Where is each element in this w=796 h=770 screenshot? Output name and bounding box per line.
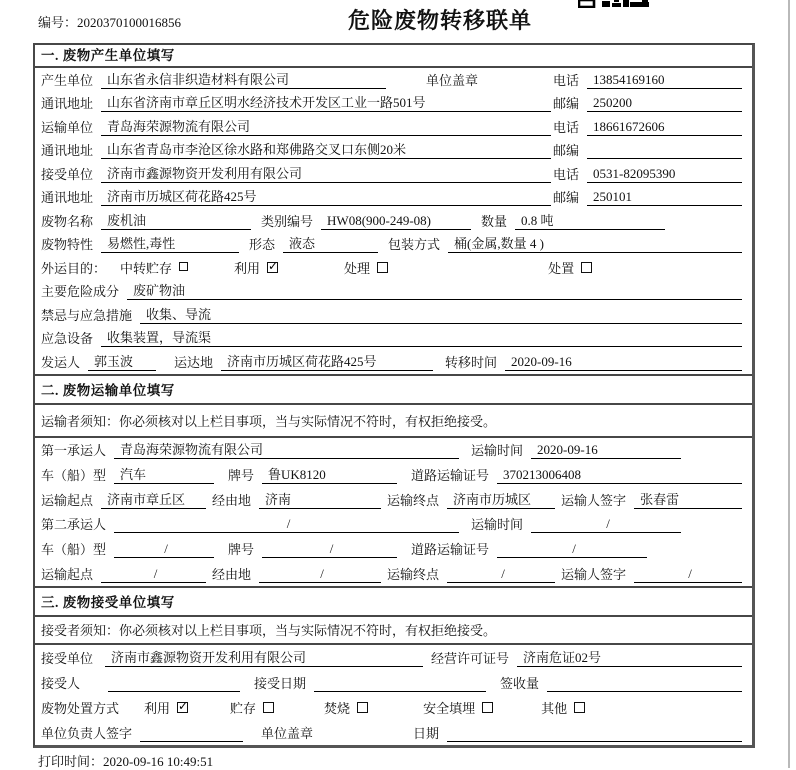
addr3-value: 济南市历城区荷花路425号 bbox=[101, 186, 551, 206]
checkbox-treat bbox=[377, 262, 388, 273]
row-second-carrier bbox=[35, 512, 752, 537]
plate2-label: 牌号 bbox=[228, 541, 255, 557]
purpose-option-utilize-label: 利用 bbox=[234, 260, 261, 276]
transfer-time-value: 2020-09-16 bbox=[505, 354, 742, 371]
taboo-value: 收集、导流 bbox=[140, 304, 742, 324]
sign1-value: 张春雷 bbox=[634, 489, 742, 509]
end1-label: 运输终点 bbox=[387, 492, 440, 508]
page-title: 危险废物转移联单 bbox=[347, 8, 533, 33]
producer-value: 山东省永信非织造材料有限公司 bbox=[101, 69, 386, 89]
row-receiver-address bbox=[35, 186, 752, 210]
receiver-value: 济南市鑫源物资开发利用有限公司 bbox=[101, 163, 551, 183]
row-shipper bbox=[35, 350, 752, 374]
checkbox-transfer-storage bbox=[179, 262, 188, 271]
transporter-value: 青岛海荣源物流有限公司 bbox=[101, 116, 551, 136]
origin2-label: 运输起点 bbox=[41, 566, 94, 582]
checkbox-disposal-landfill bbox=[482, 702, 493, 713]
row-transporter-address bbox=[35, 139, 752, 163]
phone1-label: 电话 bbox=[553, 72, 580, 88]
form-value: 液态 bbox=[283, 233, 378, 253]
row-first-carrier bbox=[35, 438, 752, 463]
hazard-value: 废矿物油 bbox=[127, 280, 742, 300]
unit-seal2-label: 单位盖章 bbox=[261, 725, 314, 741]
page-edge-line bbox=[788, 0, 790, 768]
print-time bbox=[38, 751, 213, 770]
origin1-label: 运输起点 bbox=[41, 492, 94, 508]
date-value bbox=[447, 726, 742, 742]
disposal-option-utilize-label: 利用 bbox=[144, 700, 171, 716]
vehicle2-value: / bbox=[114, 541, 214, 558]
row-emergency-equipment bbox=[35, 327, 752, 351]
license2-value: / bbox=[497, 541, 647, 558]
row-disposal-method bbox=[35, 695, 752, 720]
packing-value: 桶(金属,数量 4 ) bbox=[448, 233, 742, 253]
purpose-option-utilize bbox=[234, 258, 278, 277]
receiver-label: 接受单位 bbox=[41, 166, 94, 182]
carrier2-label: 第二承运人 bbox=[41, 517, 107, 533]
time1-label: 运输时间 bbox=[471, 443, 524, 459]
purpose-option-treat-label: 处理 bbox=[344, 260, 371, 276]
section3-notice bbox=[35, 617, 752, 645]
plate2-value: / bbox=[262, 541, 397, 558]
row-producer-address bbox=[35, 92, 752, 116]
section2-notice-text: 你必须核对以上栏目事项，当与实际情况不符时，有权拒绝接受。 bbox=[119, 413, 497, 429]
row-purpose bbox=[35, 256, 752, 280]
qr-code-fragment bbox=[578, 0, 652, 8]
hazard-label: 主要危险成分 bbox=[41, 284, 120, 299]
row-accept-unit bbox=[35, 645, 752, 670]
checkbox-dispose bbox=[581, 262, 592, 273]
section2-header: 二. 废物运输单位填写 bbox=[35, 374, 752, 405]
packing-label: 包装方式 bbox=[388, 237, 441, 252]
disposal-option-incinerate bbox=[324, 698, 368, 717]
section3-notice-label: 接受者须知： bbox=[41, 623, 120, 639]
disposal-option-store-label: 贮存 bbox=[230, 700, 257, 716]
category-value: HW08(900-249-08) bbox=[321, 213, 471, 230]
traits-label: 废物特性 bbox=[41, 237, 94, 252]
print-time-value: 2020-09-16 10:49:51 bbox=[103, 754, 214, 769]
disposal-option-landfill bbox=[423, 698, 493, 717]
sign2-label: 运输人签字 bbox=[561, 566, 627, 582]
carrier2-value: / bbox=[114, 516, 459, 533]
purpose-option-dispose-label: 处置 bbox=[548, 260, 575, 276]
checkbox-disposal-other bbox=[574, 702, 585, 713]
section3-header: 三. 废物接受单位填写 bbox=[35, 586, 752, 617]
row-taboo-measures bbox=[35, 303, 752, 327]
row-receiver bbox=[35, 162, 752, 186]
time2-label: 运输时间 bbox=[471, 517, 524, 533]
phone2-value: 18661672606 bbox=[587, 119, 742, 136]
addr2-label: 通讯地址 bbox=[41, 143, 94, 158]
phone3-value: 0531-82095390 bbox=[587, 166, 742, 183]
phone1-value: 13854169160 bbox=[587, 72, 742, 89]
shipper-label: 发运人 bbox=[41, 354, 81, 370]
plate1-value: 鲁UK8120 bbox=[262, 464, 397, 484]
taboo-label: 禁忌与应急措施 bbox=[41, 307, 133, 323]
origin1-value: 济南市章丘区 bbox=[101, 489, 206, 509]
purpose-option-transfer-storage-label: 中转贮存 bbox=[120, 260, 173, 276]
phone3-label: 电话 bbox=[553, 166, 580, 182]
disposal-option-other-label: 其他 bbox=[541, 700, 568, 716]
disposal-option-landfill-label: 安全填埋 bbox=[423, 700, 476, 716]
end2-label: 运输终点 bbox=[387, 566, 440, 582]
row-waste-traits bbox=[35, 233, 752, 257]
purpose-label: 外运目的： bbox=[41, 260, 107, 276]
zip1-value: 250200 bbox=[587, 95, 742, 112]
via1-value: 济南 bbox=[259, 489, 381, 509]
print-time-label: 打印时间： bbox=[38, 754, 104, 769]
producer-label: 产生单位 bbox=[41, 72, 94, 88]
received-qty-value bbox=[547, 676, 742, 692]
disposal-option-utilize bbox=[144, 698, 188, 717]
zip2-label: 邮编 bbox=[553, 143, 580, 158]
addr2-value: 山东省青岛市李沧区徐水路和郑佛路交叉口东侧20米 bbox=[101, 139, 551, 159]
row-hazard-components bbox=[35, 280, 752, 304]
acceptor-value bbox=[108, 676, 240, 692]
doc-number bbox=[38, 12, 181, 31]
row-route1 bbox=[35, 487, 752, 512]
permit-value: 济南危证02号 bbox=[517, 647, 742, 667]
vehicle1-value: 汽车 bbox=[114, 464, 214, 484]
accept-date-value bbox=[314, 676, 486, 692]
disposal-option-other bbox=[541, 698, 585, 717]
traits-value: 易燃性,毒性 bbox=[101, 233, 239, 253]
manager-sign-value bbox=[140, 726, 243, 742]
category-label: 类别编号 bbox=[261, 213, 314, 229]
section3-notice-text: 你必须核对以上栏目事项，当与实际情况不符时，有权拒绝接受。 bbox=[119, 623, 497, 639]
section1-header: 一. 废物产生单位填写 bbox=[35, 45, 752, 68]
purpose-option-treat bbox=[344, 258, 388, 277]
zip3-label: 邮编 bbox=[553, 190, 580, 205]
disposal-option-incinerate-label: 焚烧 bbox=[324, 700, 351, 716]
license2-label: 道路运输证号 bbox=[411, 541, 490, 557]
destination-value: 济南市历城区荷花路425号 bbox=[221, 351, 433, 371]
purpose-option-dispose bbox=[548, 258, 592, 277]
section2-notice bbox=[35, 405, 752, 438]
manifest-form bbox=[33, 43, 755, 748]
doc-number-label: 编号： bbox=[38, 15, 78, 30]
row-route2 bbox=[35, 561, 752, 586]
origin2-value: / bbox=[101, 566, 206, 583]
disposal-label: 废物处置方式 bbox=[41, 700, 120, 716]
via2-value: / bbox=[259, 566, 381, 583]
row-vehicle2 bbox=[35, 536, 752, 561]
checkbox-disposal-utilize bbox=[177, 702, 188, 713]
equipment-label: 应急设备 bbox=[41, 331, 94, 346]
addr1-label: 通讯地址 bbox=[41, 96, 94, 111]
shipper-value: 郭玉波 bbox=[88, 351, 156, 371]
accept-unit-value: 济南市鑫源物资开发利用有限公司 bbox=[105, 647, 423, 667]
accept-date-label: 接受日期 bbox=[254, 675, 307, 691]
time2-value: / bbox=[531, 516, 681, 533]
acceptor-label: 接受人 bbox=[41, 675, 81, 691]
license1-value: 370213006408 bbox=[497, 467, 742, 484]
checkbox-disposal-store bbox=[263, 702, 274, 713]
form-label: 形态 bbox=[249, 237, 276, 252]
zip1-label: 邮编 bbox=[553, 96, 580, 111]
transporter-label: 运输单位 bbox=[41, 119, 94, 135]
checkbox-utilize bbox=[267, 262, 278, 273]
row-vehicle1 bbox=[35, 462, 752, 487]
row-transporter bbox=[35, 115, 752, 139]
date-label: 日期 bbox=[413, 725, 440, 741]
vehicle1-label: 车（船）型 bbox=[41, 467, 107, 483]
sign1-label: 运输人签字 bbox=[561, 492, 627, 508]
unit-seal-label: 单位盖章 bbox=[426, 72, 479, 88]
phone2-label: 电话 bbox=[553, 119, 580, 135]
purpose-option-transfer-storage bbox=[120, 258, 188, 277]
disposal-option-store bbox=[230, 698, 274, 717]
row-waste-name bbox=[35, 209, 752, 233]
sign2-value: / bbox=[634, 566, 742, 583]
doc-number-value: 2020370100016856 bbox=[77, 15, 182, 30]
end2-value: / bbox=[447, 566, 555, 583]
accept-unit-label: 接受单位 bbox=[41, 650, 94, 666]
row-manager-signature bbox=[35, 720, 752, 745]
row-acceptor bbox=[35, 670, 752, 695]
destination-label: 运达地 bbox=[174, 354, 214, 370]
vehicle2-label: 车（船）型 bbox=[41, 541, 107, 557]
section2-notice-label: 运输者须知： bbox=[41, 413, 120, 429]
via2-label: 经由地 bbox=[212, 566, 252, 582]
time1-value: 2020-09-16 bbox=[531, 442, 681, 459]
waste-name-value: 废机油 bbox=[101, 210, 251, 230]
manager-sign-label: 单位负责人签字 bbox=[41, 725, 133, 741]
row-producer bbox=[35, 68, 752, 92]
quantity-label: 数量 bbox=[481, 213, 508, 229]
checkbox-disposal-incinerate bbox=[357, 702, 368, 713]
transfer-time-label: 转移时间 bbox=[445, 354, 498, 370]
end1-value: 济南市历城区 bbox=[447, 489, 555, 509]
zip2-value bbox=[587, 143, 742, 159]
plate1-label: 牌号 bbox=[228, 467, 255, 483]
carrier1-value: 青岛海荣源物流有限公司 bbox=[114, 439, 459, 459]
license1-label: 道路运输证号 bbox=[411, 467, 490, 483]
equipment-value: 收集装置，导流渠 bbox=[101, 327, 742, 347]
addr3-label: 通讯地址 bbox=[41, 190, 94, 205]
via1-label: 经由地 bbox=[212, 492, 252, 508]
addr1-value: 山东省济南市章丘区明水经济技术开发区工业一路501号 bbox=[101, 92, 551, 112]
carrier1-label: 第一承运人 bbox=[41, 443, 107, 459]
quantity-value: 0.8 吨 bbox=[515, 210, 665, 230]
zip3-value: 250101 bbox=[587, 189, 742, 206]
permit-label: 经营许可证号 bbox=[431, 650, 510, 666]
waste-name-label: 废物名称 bbox=[41, 213, 94, 229]
received-qty-label: 签收量 bbox=[500, 675, 540, 691]
